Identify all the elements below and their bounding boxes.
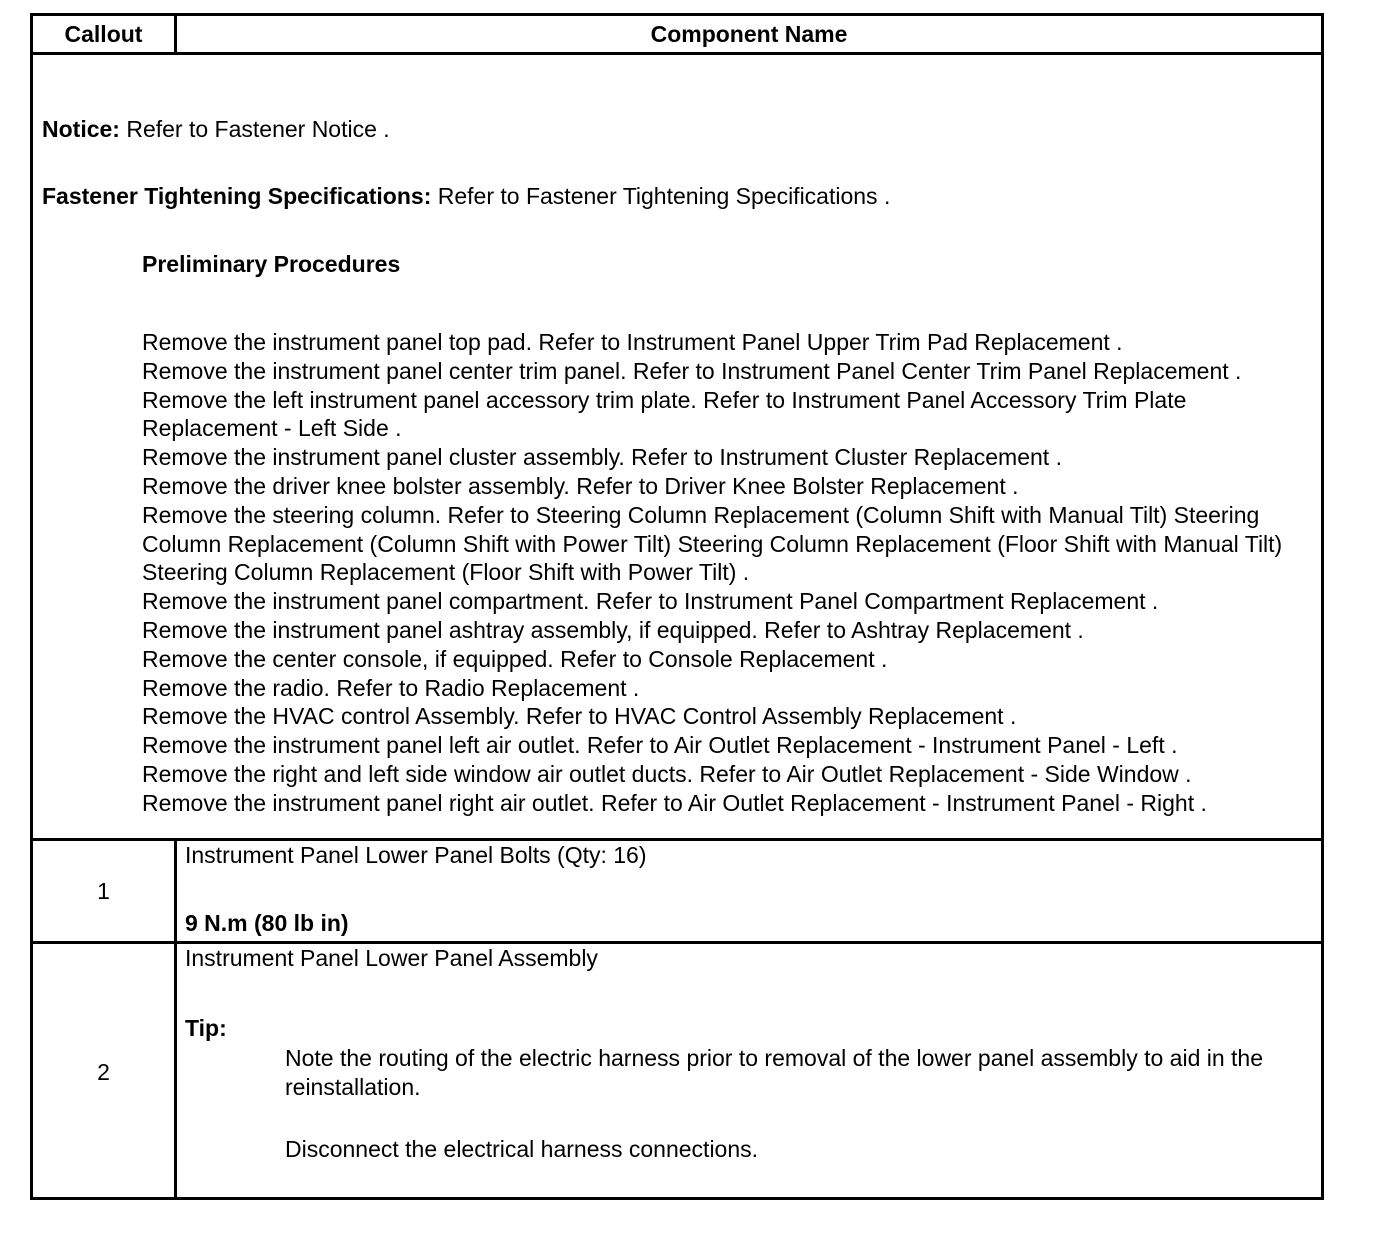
notice-line <box>42 115 390 144</box>
procedure-step: Remove the center console, if equipped. Refer to Console Replacement . <box>142 645 888 672</box>
preliminary-title: Preliminary Procedures <box>142 251 401 277</box>
fastener-line <box>42 182 890 211</box>
intro-section <box>33 55 1321 839</box>
table-row <box>33 838 1321 941</box>
procedure-step: Remove the HVAC control Assembly. Refer to HVAC Control Assembly Replacement . <box>142 703 1017 730</box>
procedure-step: Remove the instrument panel top pad. Refer to Instrument Panel Upper Trim Pad Replacement . <box>142 329 1123 355</box>
component-name: Instrument Panel Lower Panel Assembly <box>185 945 598 971</box>
action-text: Disconnect the electrical harness connections. <box>285 1135 759 1162</box>
procedure-step: Remove the instrument panel right air outlet. Refer to Air Outlet Replacement - Instrument Panel - Right . <box>142 789 1207 816</box>
procedure-steps <box>142 328 1312 818</box>
procedure-step: Remove the instrument panel center trim panel. Refer to Instrument Panel Center Trim Panel Replacement . <box>142 357 1242 384</box>
component-name-header: Component Name <box>650 20 848 47</box>
table-row <box>33 941 1321 1200</box>
procedure-step: Remove the instrument panel ashtray assembly, if equipped. Refer to Ashtray Replacement . <box>142 616 1084 643</box>
procedure-step: Remove the instrument panel cluster assembly. Refer to Instrument Cluster Replacement . <box>142 444 1062 471</box>
component-name: Instrument Panel Lower Panel Bolts (Qty: 16) <box>185 842 647 868</box>
procedure-step: Remove the driver knee bolster assembly. Refer to Driver Knee Bolster Replacement . <box>142 472 1019 499</box>
callout-header: Callout <box>33 16 177 52</box>
tip-body <box>285 1044 1315 1163</box>
notice-text: Refer to Fastener Notice . <box>119 116 390 142</box>
procedure-step: Remove the right and left side window air outlet ducts. Refer to Air Outlet Replacement - Side Window . <box>142 760 1192 787</box>
procedure-step: Remove the steering column. Refer to Steering Column Replacement (Column Shift with Manual Tilt) Steering Column Replacement (Column Shift with Power Tilt) Steering Column Replacement (Floor Shift with Manual Tilt) Steering Column Replacement (Floor Shift with Power Tilt) . <box>142 501 1283 586</box>
component-table <box>30 13 1324 1200</box>
procedure-step: Remove the instrument panel left air outlet. Refer to Air Outlet Replacement - Instrument Panel - Left . <box>142 732 1178 759</box>
table-header <box>33 16 1321 55</box>
tip-text: Note the routing of the electric harness prior to removal of the lower panel assembly to aid in the reinstallation. <box>285 1045 1264 1100</box>
callout-number: 1 <box>33 841 177 941</box>
notice-label: Notice: <box>42 116 120 142</box>
component-cell <box>185 841 1311 936</box>
procedure-step: Remove the instrument panel compartment. Refer to Instrument Panel Compartment Replacement . <box>142 588 1159 615</box>
torque-spec: 9 N.m (80 lb in) <box>185 910 349 936</box>
fastener-text: Refer to Fastener Tightening Specifications . <box>431 183 891 209</box>
tip-label: Tip: <box>185 1015 227 1041</box>
fastener-label: Fastener Tightening Specifications: <box>42 183 432 209</box>
procedure-step: Remove the radio. Refer to Radio Replacement . <box>142 674 640 701</box>
component-cell <box>185 944 1311 1162</box>
procedure-step: Remove the left instrument panel accessory trim plate. Refer to Instrument Panel Accessory Trim Plate Replacement - Left Side . <box>142 386 1187 442</box>
callout-number: 2 <box>33 944 177 1200</box>
